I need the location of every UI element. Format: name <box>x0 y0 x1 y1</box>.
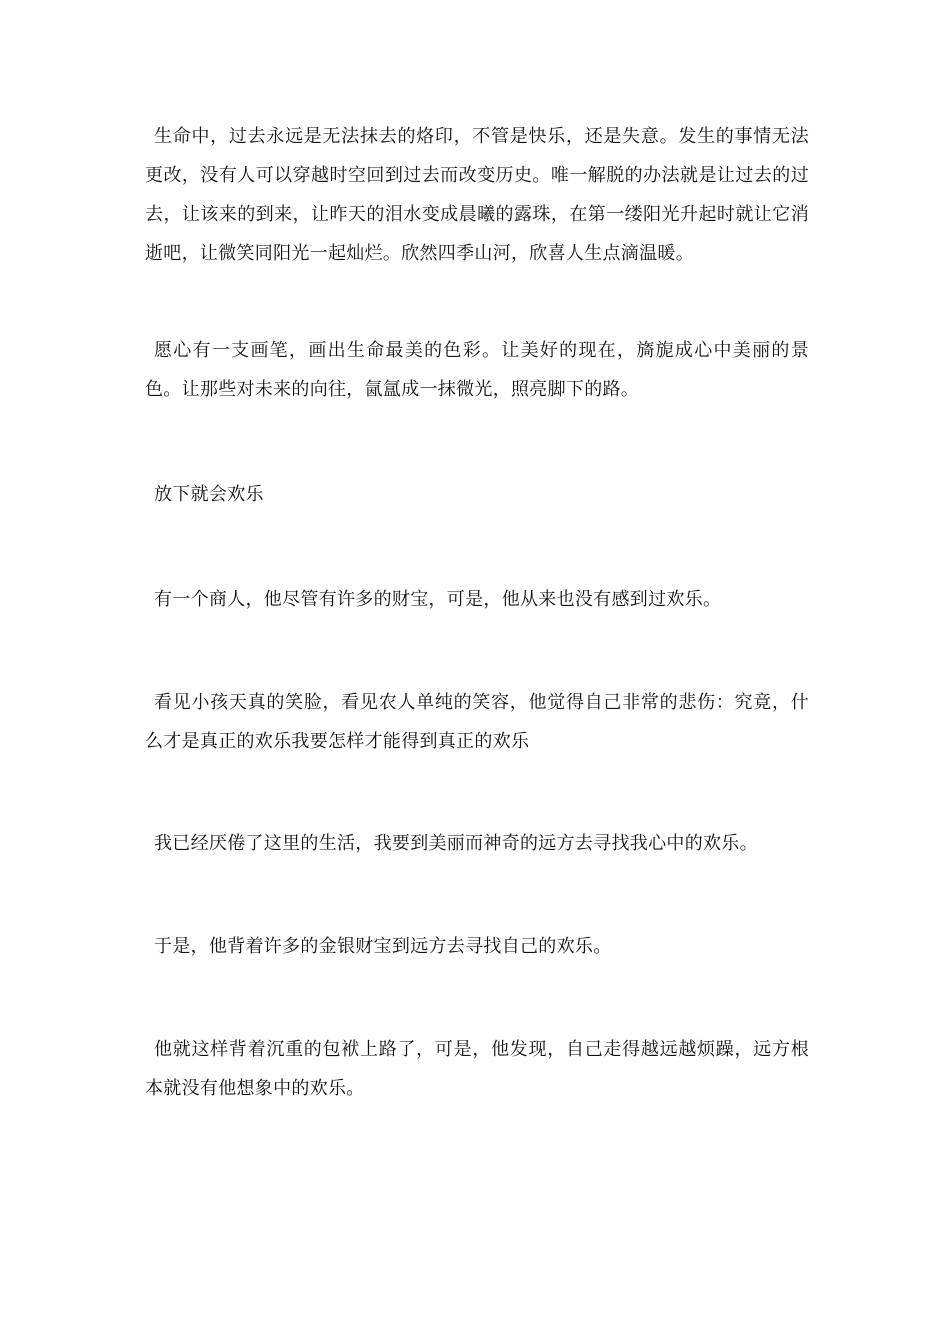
paragraph-4: 看见小孩天真的笑脸，看见农人单纯的笑容，他觉得自己非常的悲伤：究竟，什么才是真正的欢乐我要怎样才能得到真正的欢乐 <box>145 692 809 752</box>
paragraph-2: 愿心有一支画笔，画出生命最美的色彩。让美好的现在，旖旎成心中美丽的景色。让那些对未来的向往，氤氲成一抹微光，照亮脚下的路。 <box>145 340 809 400</box>
section-heading: 放下就会欢乐 <box>154 484 264 505</box>
paragraph-5: 我已经厌倦了这里的生活，我要到美丽而神奇的远方去寻找我心中的欢乐。 <box>154 833 758 854</box>
paragraph-7: 他就这样背着沉重的包袱上路了，可是，他发现，自己走得越远越烦躁，远方根本就没有他想象中的欢乐。 <box>145 1039 809 1099</box>
paragraph-3: 有一个商人，他尽管有许多的财宝，可是，他从来也没有感到过欢乐。 <box>154 589 722 610</box>
paragraph-1: 生命中，过去永远是无法抹去的烙印，不管是快乐，还是失意。发生的事情无法更改，没有人可以穿越时空回到过去而改变历史。唯一解脱的办法就是让过去的过去，让该来的到来，让昨天的泪水变成晨曦的露珠，在第一缕阳光升起时就让它消逝吧，让微笑同阳光一起灿烂。欣然四季山河，欣喜人生点滴温暖。 <box>145 126 809 264</box>
paragraph-6: 于是，他背着许多的金银财宝到远方去寻找自己的欢乐。 <box>154 936 612 957</box>
